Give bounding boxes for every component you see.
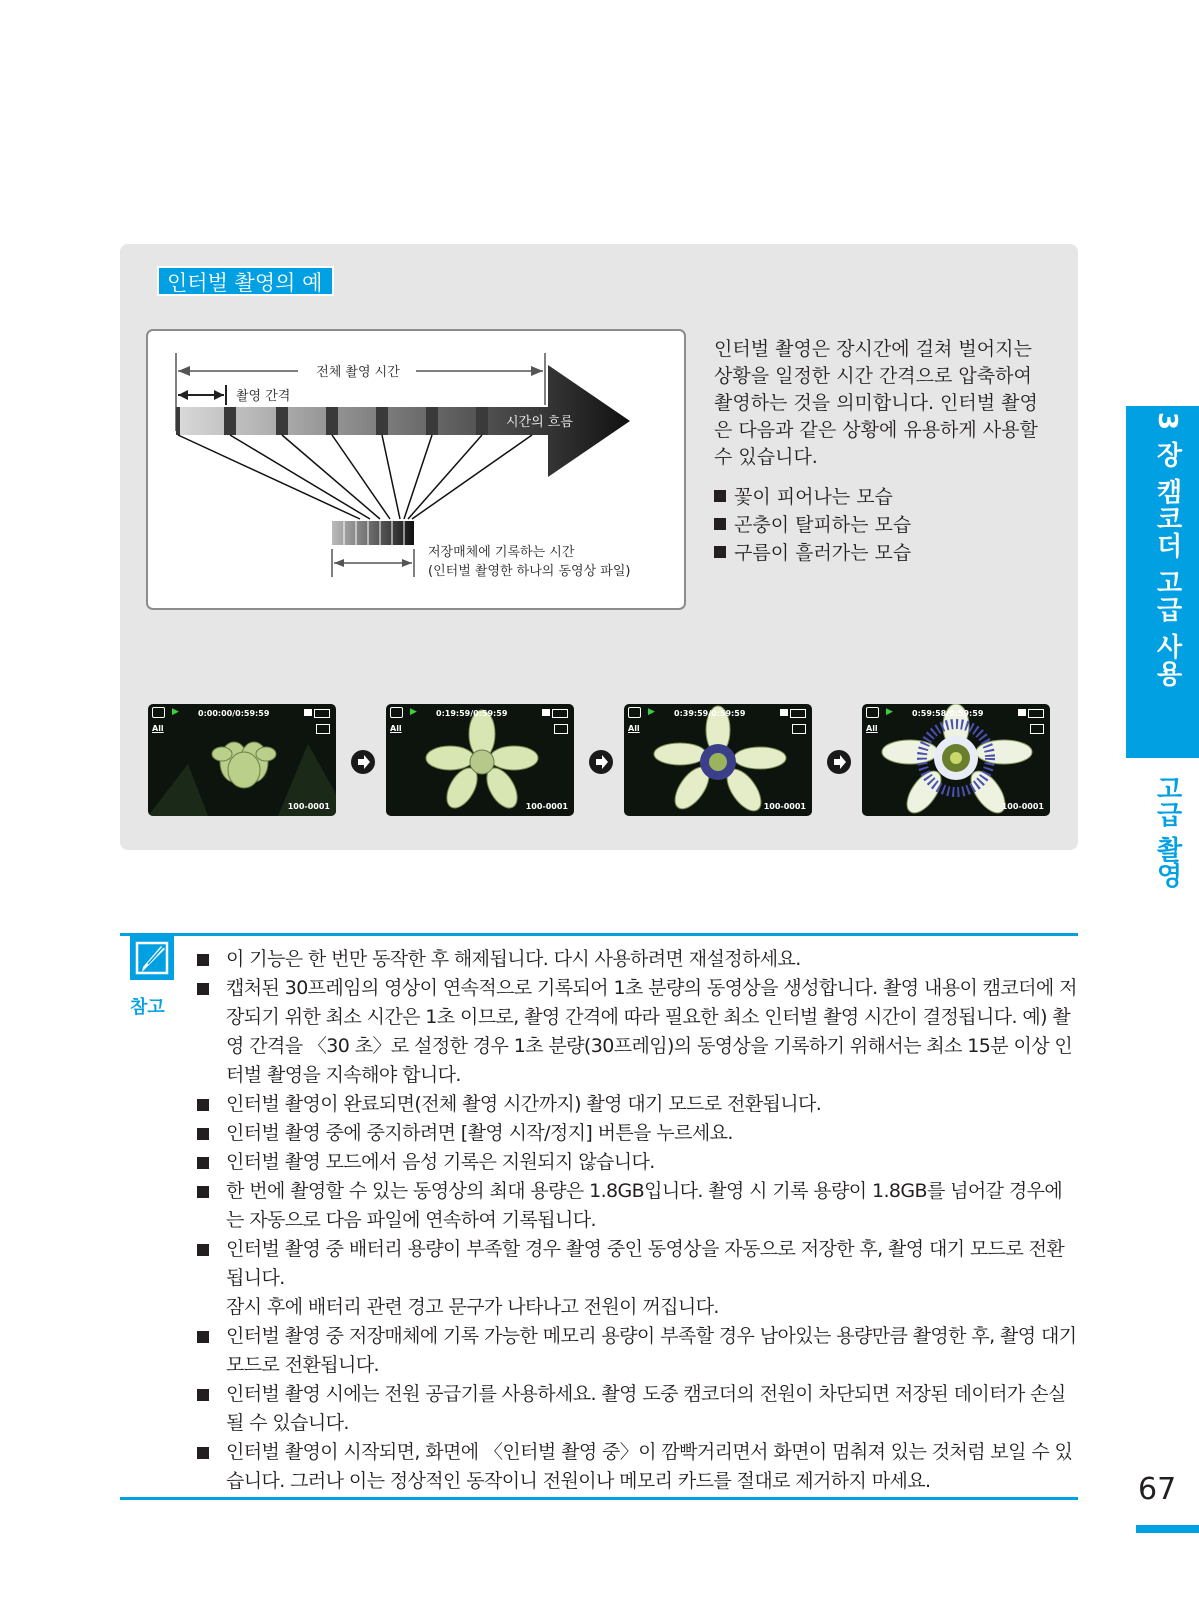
lcd-thumbnail-1 [148,704,336,816]
note-label: 참고 [130,997,165,1018]
play-icon: ▶ [410,707,417,717]
all-label: All [866,724,878,733]
timecode: 0:00:00/0:59:59 [198,709,270,718]
square-bullet-icon [714,546,726,558]
page-number-bar [1136,1525,1199,1533]
note-subtext: 잠시 후에 배터리 관련 경고 문구가 나타나고 전원이 꺼집니다. [226,1296,719,1318]
quality-icon [316,724,330,734]
lcd-overlay [386,704,574,816]
note-item: 인터벌 촬영 중에 중지하려면 [촬영 시작/정지] 버튼을 누르세요. [197,1119,1077,1148]
square-bullet-icon [197,1157,209,1169]
battery-icon [552,709,568,718]
note-list [197,945,1077,1496]
note-item: 인터벌 촬영이 시작되면, 화면에 〈인터벌 촬영 중〉이 깜빡거리면서 화면이 멈춰져 있는 것처럼 보일 수 있습니다. 그러나 이는 정상적인 동작이니 전원이나 메모리 카드를 절대로 제거하지 마세요. [197,1438,1077,1496]
play-icon: ▶ [886,707,893,717]
total-time-label: 전체 촬영 시간 [316,365,400,380]
page-number: 67 [1138,1472,1177,1507]
playback-mode-icon [152,707,165,718]
note-bottom-rule [120,1497,1078,1500]
play-icon: ▶ [172,707,179,717]
lcd-thumbnail-3 [624,704,812,816]
playback-mode-icon [390,707,403,718]
square-bullet-icon [197,1244,209,1256]
next-arrow-icon [351,750,375,774]
memory-card-icon [304,709,312,716]
pencil-note-icon [128,934,176,982]
interval-diagram [146,329,686,610]
square-bullet-icon [197,1128,209,1140]
lcd-overlay [624,704,812,816]
quality-icon [554,724,568,734]
lcd-overlay [862,704,1050,816]
all-label: All [390,724,402,733]
note-item: 인터벌 촬영이 완료되면(전체 촬영 시간까지) 촬영 대기 모드로 전환됩니다. [197,1090,1077,1119]
file-number: 100-0001 [525,802,568,811]
note-item: 인터벌 촬영 중 저장매체에 기록 가능한 메모리 용량이 부족할 경우 남아있는 용량만큼 촬영한 후, 촬영 대기 모드로 전환됩니다. [197,1322,1077,1380]
square-bullet-icon [714,518,726,530]
playback-mode-icon [866,707,879,718]
play-icon: ▶ [648,707,655,717]
square-bullet-icon [714,490,726,502]
use-item: 꽃이 피어나는 모습 [714,483,1054,511]
note-item: 인터벌 촬영 시에는 전원 공급기를 사용하세요. 촬영 도중 캠코더의 전원이 차단되면 저장된 데이터가 손실될 수 있습니다. [197,1380,1077,1438]
quality-icon [792,724,806,734]
next-arrow-icon [827,750,851,774]
chapter-title: 3 장 캠코더 고급 사용 [1152,412,1182,688]
square-bullet-icon [197,1331,209,1343]
square-bullet-icon [197,1186,209,1198]
file-number: 100-0001 [1001,802,1044,811]
square-bullet-icon [197,1447,209,1459]
note-item: 이 기능은 한 번만 동작한 후 해제됩니다. 다시 사용하려면 재설정하세요. [197,945,1077,974]
quality-icon [1030,724,1044,734]
lcd-overlay [148,704,336,816]
use-item: 곤충이 탈피하는 모습 [714,511,1054,539]
note-top-rule [120,933,1078,936]
note-item: 인터벌 촬영 중 배터리 용량이 부족할 경우 촬영 중인 동영상을 자동으로 저장한 후, 촬영 대기 모드로 전환됩니다. 잠시 후에 배터리 관련 경고 문구가 나타나고 전원이 꺼집니다. [197,1235,1077,1322]
storage-label-line1: 저장매체에 기록하는 시간 [428,545,575,560]
interval-description [714,336,1054,567]
use-item: 구름이 흘러가는 모습 [714,539,1054,567]
interval-label: 촬영 간격 [236,389,291,404]
battery-icon [314,709,330,718]
lcd-thumbnail-4 [862,704,1050,816]
description-text: 인터벌 촬영은 장시간에 걸쳐 벌어지는 상황을 일정한 시간 간격으로 압축하여 촬영하는 것을 의미합니다. 인터벌 촬영은 다음과 같은 상황에 유용하게 사용할 수 있습니다. [714,338,1038,468]
square-bullet-icon [197,983,209,995]
next-arrow-icon [589,750,613,774]
panel-title: 인터벌 촬영의 예 [157,266,334,296]
memory-card-icon [542,709,550,716]
timecode: 0:19:59/0:59:59 [436,709,508,718]
all-label: All [152,724,164,733]
all-label: All [628,724,640,733]
timecode: 0:59:58/0:59:59 [912,709,984,718]
time-flow-label: 시간의 흐름 [506,415,573,430]
lcd-thumbnail-2 [386,704,574,816]
square-bullet-icon [197,954,209,966]
memory-card-icon [780,709,788,716]
note-item: 인터벌 촬영 모드에서 음성 기록은 지원되지 않습니다. [197,1148,1077,1177]
note-item: 한 번에 촬영할 수 있는 동영상의 최대 용량은 1.8GB입니다. 촬영 시 기록 용량이 1.8GB를 넘어갈 경우에는 자동으로 다음 파일에 연속하여 기록됩니다. [197,1177,1077,1235]
memory-card-icon [1018,709,1026,716]
battery-icon [790,709,806,718]
note-item: 캡처된 30프레임의 영상이 연속적으로 기록되어 1초 분량의 동영상을 생성합니다. 촬영 내용이 캠코더에 저장되기 위한 최소 시간은 1초 이므로, 촬영 간격에 따라 필요한 최소 인터벌 촬영 시간이 결정됩니다. 예) 촬영 간격을 〈30 초〉로 설정한 경우 1초 분량(30프레임)의 동영상을 기록하기 위해서는 최소 15분 이상 인터벌 촬영을 지속해야 합니다. [197,974,1077,1090]
battery-icon [1028,709,1044,718]
interval-diagram-graphic [148,331,684,608]
file-number: 100-0001 [763,802,806,811]
square-bullet-icon [197,1099,209,1111]
use-list [714,483,1054,567]
section-title: 고급 촬영 [1152,775,1182,889]
timecode: 0:39:59/0:59:59 [674,709,746,718]
storage-label-line2: (인터벌 촬영한 하나의 동영상 파일) [428,564,631,579]
playback-mode-icon [628,707,641,718]
file-number: 100-0001 [287,802,330,811]
square-bullet-icon [197,1389,209,1401]
